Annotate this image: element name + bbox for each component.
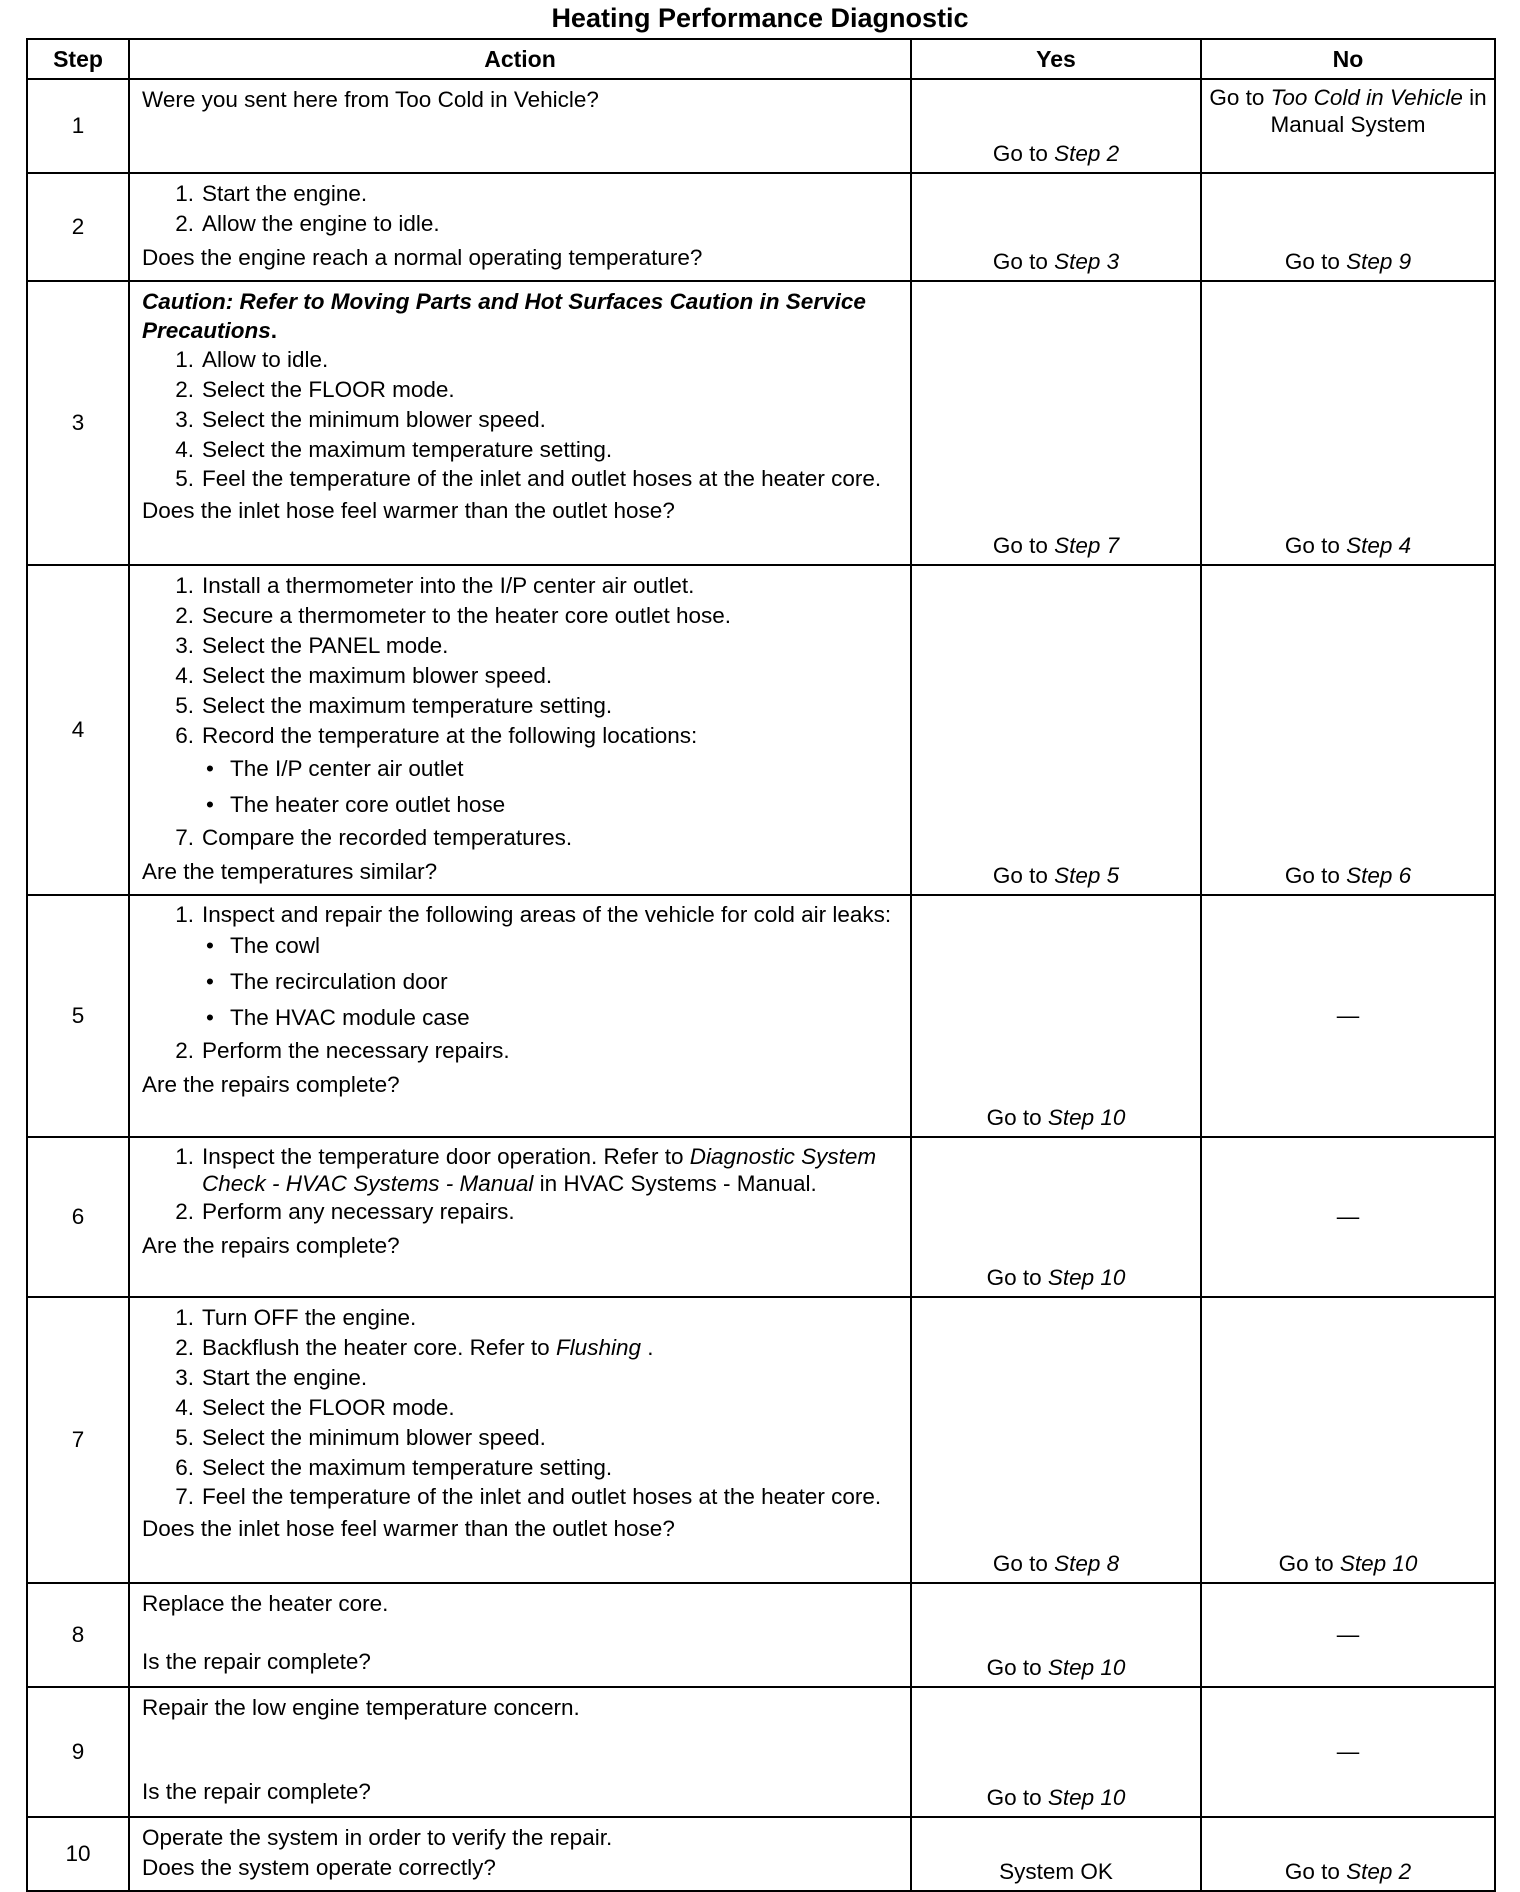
no-cell: — [1201, 1137, 1495, 1297]
header-action: Action [129, 39, 911, 79]
caution-note: Caution: Refer to Moving Parts and Hot Surfaces Caution in Service Precautions. [142, 289, 866, 343]
question-text: Does the engine reach a normal operating temperature? [142, 245, 703, 270]
action-cell: Repair the low engine temperature concern. Is the repair complete? [129, 1687, 911, 1817]
yes-cell: Go to Step 10 [911, 895, 1201, 1137]
step-number: 6 [27, 1137, 129, 1297]
action-cell: 1. Inspect and repair the following areas of the vehicle for cold air leaks: • The cowl • The recirculation door • The HVAC module case 2. Perform the necessary repairs. Are the repairs complete? [129, 895, 911, 1137]
no-cell: Go to Step 9 [1201, 173, 1495, 281]
question-text: Does the inlet hose feel warmer than the outlet hose? [142, 1516, 675, 1541]
table-row [27, 1583, 1495, 1687]
step-number: 7 [27, 1297, 129, 1583]
table-row [27, 895, 1495, 1137]
step-number: 8 [27, 1583, 129, 1687]
no-cell: — [1201, 1583, 1495, 1687]
table-row [27, 1137, 1495, 1297]
table-row [27, 1687, 1495, 1817]
no-cell: Go to Step 10 [1201, 1297, 1495, 1583]
header-no: No [1201, 39, 1495, 79]
yes-cell: Go to Step 5 [911, 565, 1201, 895]
question-text: Were you sent here from Too Cold in Vehicle? [142, 87, 599, 112]
action-cell: Caution: Refer to Moving Parts and Hot Surfaces Caution in Service Precautions. 1. Allow to idle. 2. Select the FLOOR mode. 3. Select the minimum blower speed. 4. Select the maximum temperature setting. 5. Feel the temperature of the inlet and outlet hoses at the heater core. Does the inlet hose feel warmer than the outlet hose? [129, 281, 911, 565]
diagnostic-table [26, 38, 1496, 1892]
yes-cell: Go to Step 8 [911, 1297, 1201, 1583]
step-number: 2 [27, 173, 129, 281]
question-text: Does the system operate correctly? [142, 1855, 496, 1880]
table-row [27, 1297, 1495, 1583]
action-cell: 1. Start the engine. 2. Allow the engine to idle. Does the engine reach a normal operating temperature? [129, 173, 911, 281]
no-cell: Go to Step 2 [1201, 1817, 1495, 1891]
action-cell: Replace the heater core. Is the repair complete? [129, 1583, 911, 1687]
step-number: 5 [27, 895, 129, 1137]
yes-cell: Go to Step 10 [911, 1137, 1201, 1297]
no-cell: — [1201, 1687, 1495, 1817]
question-text: Is the repair complete? [142, 1779, 371, 1804]
no-cell: — [1201, 895, 1495, 1137]
yes-cell: Go to Step 10 [911, 1687, 1201, 1817]
yes-cell: System OK [911, 1817, 1201, 1891]
action-cell [129, 79, 911, 173]
table-row [27, 565, 1495, 895]
no-cell: Go to Step 6 [1201, 565, 1495, 895]
question-text: Are the repairs complete? [142, 1072, 400, 1097]
step-number: 4 [27, 565, 129, 895]
step-number: 9 [27, 1687, 129, 1817]
question-text: Is the repair complete? [142, 1649, 371, 1674]
table-row [27, 173, 1495, 281]
step-number: 10 [27, 1817, 129, 1891]
step-number: 3 [27, 281, 129, 565]
no-cell: Go to Too Cold in Vehicle in Manual System [1201, 79, 1495, 173]
table-row [27, 1817, 1495, 1891]
table-row [27, 281, 1495, 565]
yes-cell: Go to Step 2 [911, 79, 1201, 173]
step-number: 1 [27, 79, 129, 173]
header-row [27, 39, 1495, 79]
action-cell: Operate the system in order to verify the repair. Does the system operate correctly? [129, 1817, 911, 1891]
action-cell: 1. Turn OFF the engine. 2. Backflush the heater core. Refer to Flushing . 3. Start the engine. 4. Select the FLOOR mode. 5. Select the minimum blower speed. 6. Select the maximum temperature setting. 7. Feel the temperature of the inlet and outlet hoses at the heater core. Does the inlet hose feel warmer than the outlet hose? [129, 1297, 911, 1583]
yes-cell: Go to Step 7 [911, 281, 1201, 565]
header-yes: Yes [911, 39, 1201, 79]
header-step: Step [27, 39, 129, 79]
question-text: Are the repairs complete? [142, 1233, 400, 1258]
no-cell: Go to Step 4 [1201, 281, 1495, 565]
question-text: Are the temperatures similar? [142, 859, 438, 884]
yes-cell: Go to Step 10 [911, 1583, 1201, 1687]
action-cell: 1. Install a thermometer into the I/P center air outlet. 2. Secure a thermometer to the heater core outlet hose. 3. Select the PANEL mode. 4. Select the maximum blower speed. 5. Select the maximum temperature setting. 6. Record the temperature at the following locations: • The I/P center air outlet • The heater core outlet hose 7. Compare the recorded temperatures. Are the temperatures similar? [129, 565, 911, 895]
table-row [27, 79, 1495, 173]
yes-cell: Go to Step 3 [911, 173, 1201, 281]
action-cell: 1. Inspect the temperature door operation. Refer to Diagnostic System Check - HVAC Systems - Manual in HVAC Systems - Manual. 2. Perform any necessary repairs. Are the repairs complete? [129, 1137, 911, 1297]
question-text: Does the inlet hose feel warmer than the outlet hose? [142, 498, 675, 523]
page-title: Heating Performance Diagnostic [551, 3, 969, 33]
